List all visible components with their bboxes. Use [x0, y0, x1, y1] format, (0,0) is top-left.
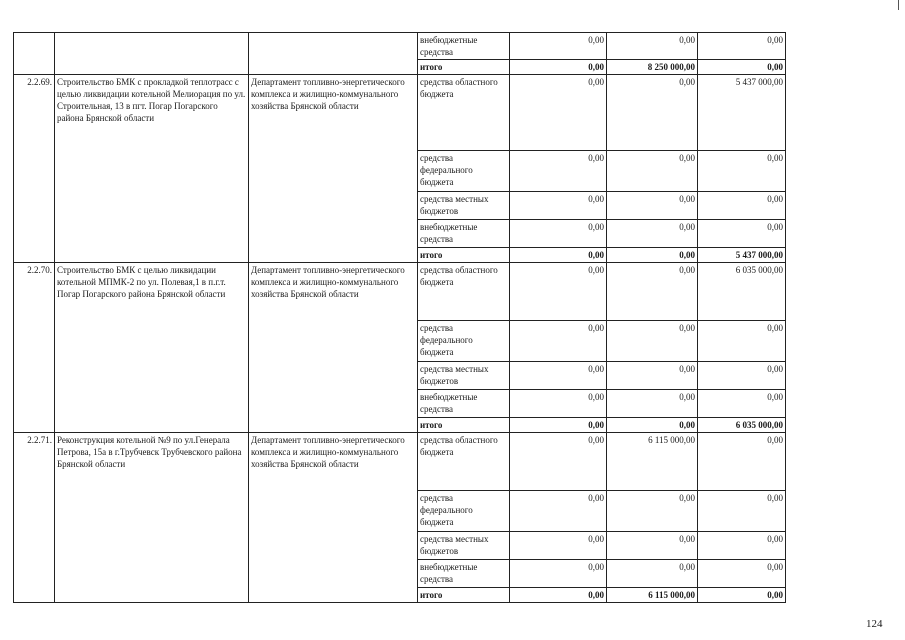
value-cell: 6 115 000,00: [607, 588, 698, 603]
value-cell: 0,00: [607, 418, 698, 433]
value-cell: 0,00: [698, 491, 786, 532]
value-cell: 0,00: [698, 192, 786, 220]
item-name: Строительство БМК с прокладкой теплотрасс с целью ликвидации котельной Мелиорация по ул. Строительная, 13 в пгт. Погар Погарского района Брянской области: [55, 75, 249, 263]
value-cell: 6 035 000,00: [698, 418, 786, 433]
table-row: [14, 263, 786, 321]
table-row: [14, 433, 786, 491]
source-cell: итого: [418, 418, 510, 433]
value-cell: 0,00: [698, 33, 786, 60]
item-code: 2.2.70.: [14, 263, 55, 433]
source-cell: внебюджетные средства: [418, 390, 510, 418]
value-cell: 5 437 000,00: [698, 75, 786, 151]
value-cell: 0,00: [510, 220, 607, 248]
value-cell: 0,00: [698, 362, 786, 390]
source-cell: средства федерального бюджета: [418, 151, 510, 192]
value-cell: 0,00: [698, 390, 786, 418]
item-code: 2.2.69.: [14, 75, 55, 263]
budget-table: [13, 32, 786, 603]
value-cell: 0,00: [510, 491, 607, 532]
value-cell: 0,00: [607, 263, 698, 321]
value-cell: 0,00: [607, 560, 698, 588]
value-cell: 0,00: [510, 433, 607, 491]
item-executor: Департамент топливно-энергетического комплекса и жилищно-коммунального хозяйства Брянской области: [249, 263, 418, 433]
source-cell: средства местных бюджетов: [418, 192, 510, 220]
value-cell: 0,00: [607, 151, 698, 192]
value-cell: 0,00: [607, 321, 698, 362]
value-cell: 0,00: [698, 321, 786, 362]
table-row: [14, 75, 786, 151]
value-cell: 0,00: [510, 60, 607, 75]
value-cell: 0,00: [510, 588, 607, 603]
value-cell: 8 250 000,00: [607, 60, 698, 75]
scan-edge-mark: [898, 0, 899, 10]
source-cell: средства областного бюджета: [418, 263, 510, 321]
value-cell: 0,00: [607, 33, 698, 60]
value-cell: 0,00: [510, 532, 607, 560]
value-cell: 0,00: [698, 560, 786, 588]
item-executor: Департамент топливно-энергетического комплекса и жилищно-коммунального хозяйства Брянской области: [249, 75, 418, 263]
source-cell: средства областного бюджета: [418, 433, 510, 491]
value-cell: 0,00: [607, 362, 698, 390]
table-row: [14, 33, 786, 60]
value-cell: 6 115 000,00: [607, 433, 698, 491]
value-cell: 0,00: [698, 588, 786, 603]
value-cell: 0,00: [510, 151, 607, 192]
executor-cell: [249, 33, 418, 75]
value-cell: 0,00: [607, 491, 698, 532]
value-cell: 0,00: [510, 362, 607, 390]
value-cell: 0,00: [607, 532, 698, 560]
value-cell: 0,00: [698, 433, 786, 491]
value-cell: 0,00: [607, 220, 698, 248]
value-cell: 0,00: [607, 390, 698, 418]
value-cell: 6 035 000,00: [698, 263, 786, 321]
value-cell: 0,00: [510, 321, 607, 362]
source-cell: средства местных бюджетов: [418, 532, 510, 560]
value-cell: 0,00: [510, 560, 607, 588]
source-cell: средства областного бюджета: [418, 75, 510, 151]
source-cell: средства местных бюджетов: [418, 362, 510, 390]
name-cell: [55, 33, 249, 75]
value-cell: 0,00: [510, 192, 607, 220]
value-cell: 0,00: [698, 151, 786, 192]
value-cell: 0,00: [607, 192, 698, 220]
value-cell: 0,00: [607, 248, 698, 263]
item-name: Реконструкция котельной №9 по ул.Генерала Петрова, 15а в г.Трубчевск Трубчевского района Брянской области: [55, 433, 249, 603]
value-cell: 0,00: [607, 75, 698, 151]
page-number: 124: [866, 618, 883, 630]
item-code: 2.2.71.: [14, 433, 55, 603]
value-cell: 0,00: [698, 532, 786, 560]
source-cell: средства федерального бюджета: [418, 321, 510, 362]
value-cell: 0,00: [698, 60, 786, 75]
source-cell: средства федерального бюджета: [418, 491, 510, 532]
source-cell: итого: [418, 588, 510, 603]
value-cell: 0,00: [510, 75, 607, 151]
item-executor: Департамент топливно-энергетического комплекса и жилищно-коммунального хозяйства Брянской области: [249, 433, 418, 603]
source-cell: внебюджетные средства: [418, 220, 510, 248]
source-cell: итого: [418, 60, 510, 75]
value-cell: 0,00: [510, 390, 607, 418]
value-cell: 0,00: [510, 418, 607, 433]
value-cell: 0,00: [510, 248, 607, 263]
value-cell: 0,00: [698, 220, 786, 248]
code-cell: [14, 33, 55, 75]
value-cell: 5 437 000,00: [698, 248, 786, 263]
item-name: Строительство БМК с целью ликвидации котельной МПМК-2 по ул. Полевая,1 в п.г.т. Погар Погарского района Брянской области: [55, 263, 249, 433]
source-cell: внебюджетные средства: [418, 33, 510, 60]
source-cell: итого: [418, 248, 510, 263]
value-cell: 0,00: [510, 263, 607, 321]
source-cell: внебюджетные средства: [418, 560, 510, 588]
value-cell: 0,00: [510, 33, 607, 60]
